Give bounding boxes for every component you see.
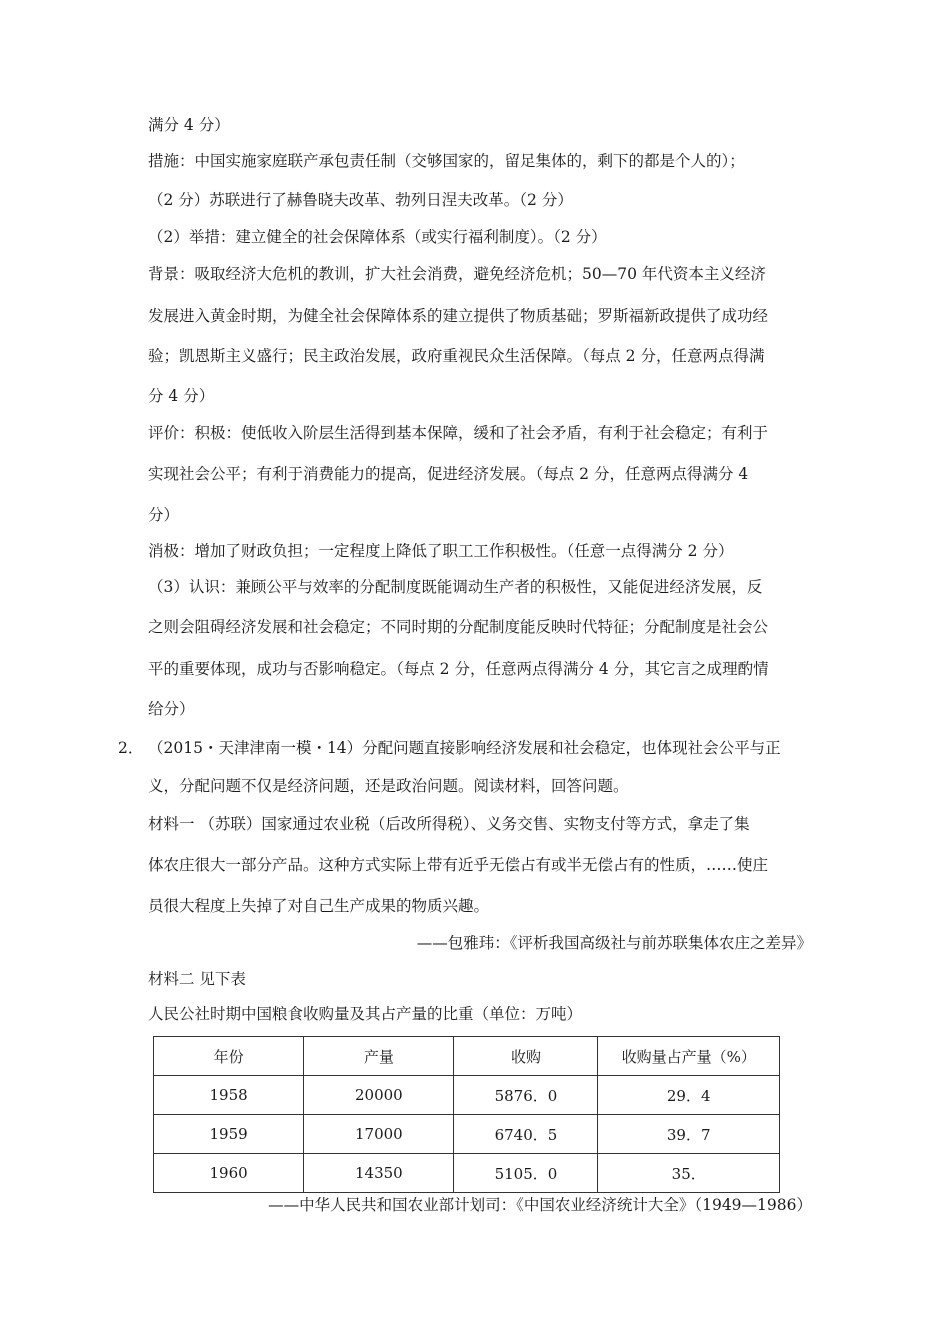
table-cell: 1960 bbox=[154, 1154, 304, 1193]
text-line: 措施：中国实施家庭联产承包责任制（交够国家的，留足集体的，剩下的都是个人的）； bbox=[148, 152, 745, 170]
table-cell: 1958 bbox=[154, 1076, 304, 1115]
table-cell: 20000 bbox=[304, 1076, 454, 1115]
table-cell: 5105．0 bbox=[454, 1154, 598, 1193]
table-row bbox=[154, 1154, 780, 1193]
text-line: 实现社会公平；有利于消费能力的提高，促进经济发展。（每点 2 分，任意两点得满分 4 bbox=[148, 465, 749, 483]
text-line: 消极：增加了财政负担；一定程度上降低了职工工作积极性。（任意一点得满分 2 分） bbox=[148, 542, 734, 560]
material-one: 员很大程度上失掉了对自己生产成果的物质兴趣。 bbox=[148, 897, 490, 915]
text-line: 背景：吸取经济大危机的教训，扩大社会消费，避免经济危机；50—70 年代资本主义经济 bbox=[148, 265, 766, 283]
table-cell: 6740．5 bbox=[454, 1115, 598, 1154]
table-cell: 1959 bbox=[154, 1115, 304, 1154]
material-one: 材料一 （苏联）国家通过农业税（后改所得税）、义务交售、实物支付等方式，拿走了集 bbox=[148, 815, 750, 833]
table-source: ——中华人民共和国农业部计划司：《中国农业经济统计大全》（1949—1986） bbox=[268, 1196, 812, 1214]
question-stem: 义，分配问题不仅是经济问题，还是政治问题。阅读材料，回答问题。 bbox=[148, 777, 629, 795]
question-stem: （2015・天津津南一模・14）分配问题直接影响经济发展和社会稳定，也体现社会公平与正 bbox=[148, 739, 781, 757]
table-row bbox=[154, 1076, 780, 1115]
header-cell: 收购 bbox=[454, 1037, 598, 1076]
text-line: （2）举措：建立健全的社会保障体系（或实行福利制度）。（2 分） bbox=[148, 228, 607, 246]
table-cell: 35． bbox=[598, 1154, 780, 1193]
text-line: 验；凯恩斯主义盛行；民主政治发展，政府重视民众生活保障。（每点 2 分，任意两点得满 bbox=[148, 347, 765, 365]
grain-table bbox=[153, 1036, 780, 1193]
header-cell: 年份 bbox=[154, 1037, 304, 1076]
table-cell: 14350 bbox=[304, 1154, 454, 1193]
text-line: 评价：积极：使低收入阶层生活得到基本保障，缓和了社会矛盾，有利于社会稳定；有利于 bbox=[148, 424, 769, 442]
table-cell: 17000 bbox=[304, 1115, 454, 1154]
header-cell: 收购量占产量（%） bbox=[598, 1037, 780, 1076]
text-line: 之则会阻碍经济发展和社会稳定；不同时期的分配制度能反映时代特征；分配制度是社会公 bbox=[148, 618, 769, 636]
text-line: （3）认识：兼顾公平与效率的分配制度既能调动生产者的积极性，又能促进经济发展，反 bbox=[148, 578, 763, 596]
question-number: 2． bbox=[118, 739, 144, 757]
table-cell: 5876．0 bbox=[454, 1076, 598, 1115]
material-two: 材料二 见下表 bbox=[148, 970, 246, 988]
text-line: 给分） bbox=[148, 700, 195, 718]
source-citation: ——包雅玮：《评析我国高级社与前苏联集体农庄之差异》 bbox=[416, 934, 812, 952]
table-header-row bbox=[154, 1037, 780, 1076]
table-cell: 29．4 bbox=[598, 1076, 780, 1115]
text-line: 平的重要体现，成功与否影响稳定。（每点 2 分，任意两点得满分 4 分，其它言之成理酌情 bbox=[148, 660, 769, 678]
table-title: 人民公社时期中国粮食收购量及其占产量的比重（单位：万吨） bbox=[148, 1005, 583, 1023]
text-line: 发展进入黄金时期，为健全社会保障体系的建立提供了物质基础；罗斯福新政提供了成功经 bbox=[148, 307, 769, 325]
table-cell: 39．7 bbox=[598, 1115, 780, 1154]
material-one: 体农庄很大一部分产品。这种方式实际上带有近乎无偿占有或半无偿占有的性质，……使庄 bbox=[148, 856, 769, 874]
table-row bbox=[154, 1115, 780, 1154]
header-cell: 产量 bbox=[304, 1037, 454, 1076]
text-line: 分 4 分） bbox=[148, 387, 215, 405]
text-line: 满分 4 分） bbox=[148, 116, 230, 134]
text-line: （2 分）苏联进行了赫鲁晓夫改革、勃列日涅夫改革。（2 分） bbox=[148, 191, 573, 209]
text-line: 分） bbox=[148, 506, 180, 524]
